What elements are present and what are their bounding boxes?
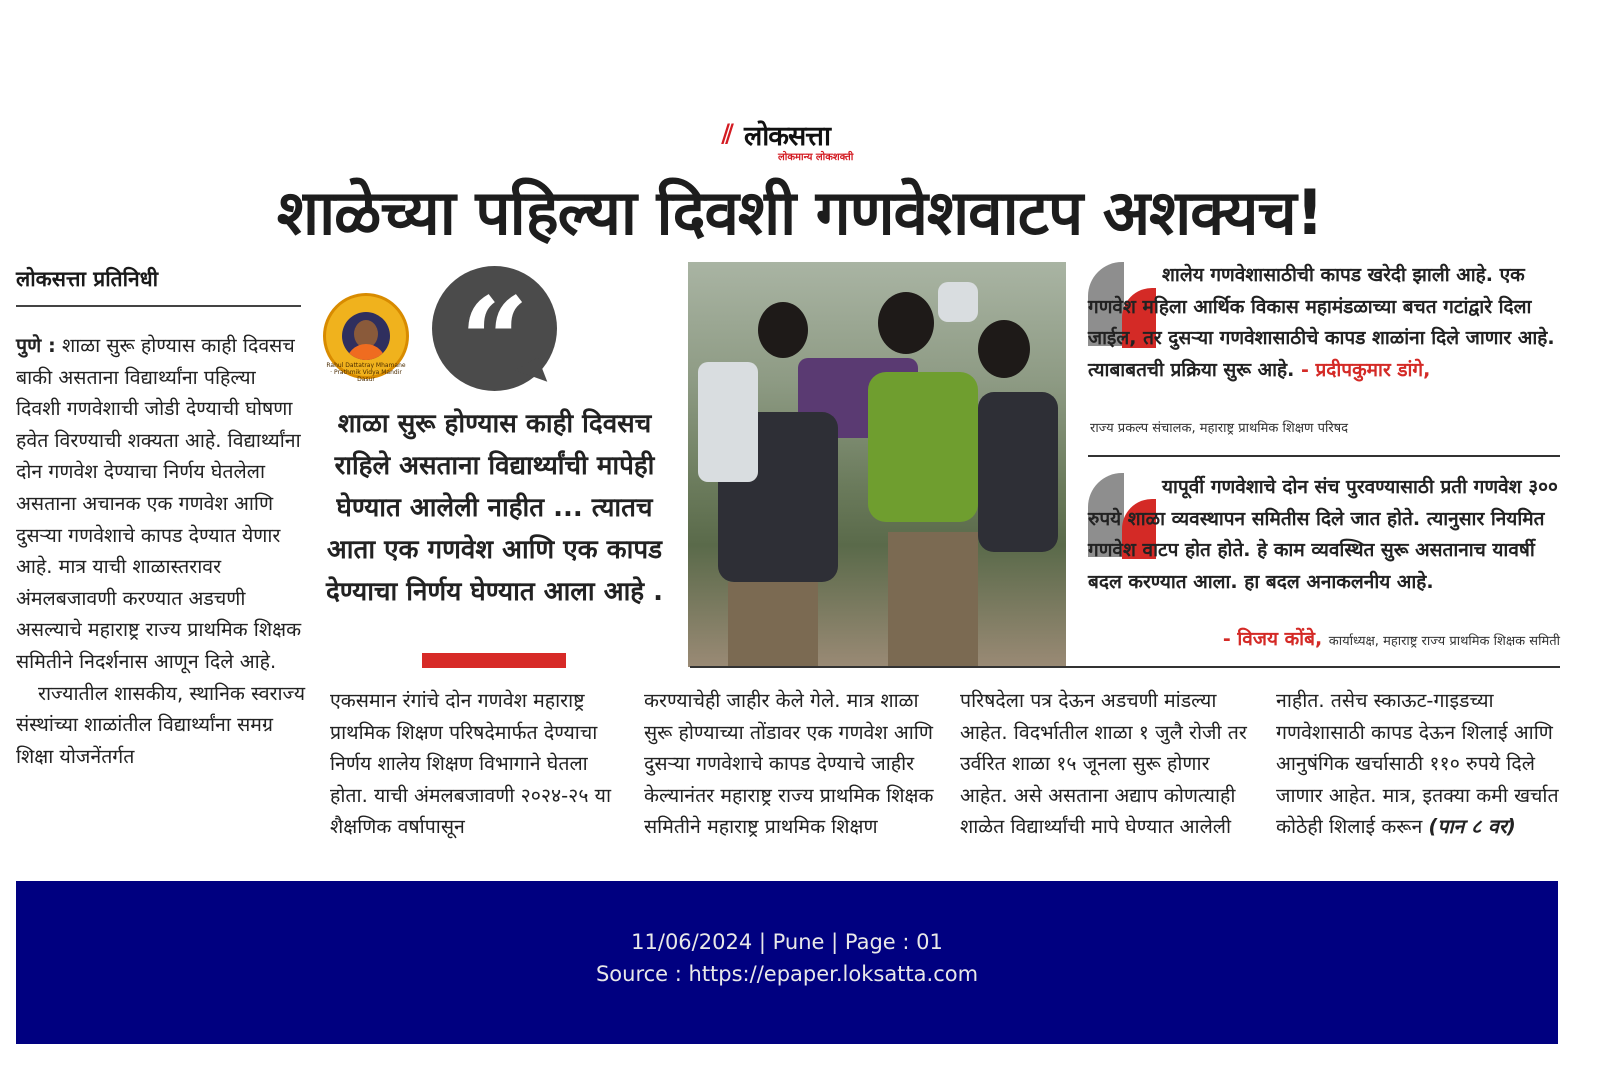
byline-rule [16, 305, 301, 307]
quote-marks-icon: “ [459, 271, 530, 412]
article-column-2: एकसमान रंगांचे दोन गणवेश महाराष्ट्र प्राथमिक शिक्षण परिषदेमार्फत देण्याचा निर्णय शालेय शिक्षण विभागाने घेतला होता. याची अंमलबजावणी २०२४-२५ या शैक्षणिक वर्षापासून [330, 689, 612, 839]
article-column-4: परिषदेला पत्र देऊन अडचणी मांडल्या आहेत. विदर्भातील शाळा १ जुलै रोजी तर उर्वरित शाळा १५ जूनला सुरू होणार आहेत. असे असताना अद्याप कोणत्याही शाळेत विद्यार्थ्यांची मापे घेण्यात आलेली [960, 689, 1247, 839]
logo-slash-icon: ⫽ [722, 120, 734, 150]
dark-backpack [978, 392, 1058, 552]
lead-column [16, 330, 306, 772]
author-stamp-avatar [323, 293, 409, 383]
section-divider [690, 666, 1560, 668]
quote-2-designation: कार्याध्यक्ष, महाराष्ट्र राज्य प्राथमिक शिक्षक समिती [1328, 634, 1560, 649]
green-backpack [868, 372, 978, 522]
footer-date-edition: 11/06/2024 | Pune | Page : 01 [631, 930, 943, 954]
quote-1 [1088, 260, 1560, 386]
student-shirt [698, 362, 758, 482]
continued-on-page-link[interactable]: (पान ८ वर) [1428, 815, 1516, 839]
article-column-5 [1276, 685, 1566, 843]
lead-paragraph-2: राज्यातील शासकीय, स्थानिक स्वराज्य संस्थांच्या शाळांतील विद्यार्थ्यांना समग्र शिक्षा योजनेंतर्गत [16, 681, 306, 768]
quote-1-name: - प्रदीपकुमार डांगे, [1300, 358, 1431, 381]
avatar-photo [342, 312, 390, 360]
footer-source-link[interactable]: Source : https://epaper.loksatta.com [595, 962, 979, 986]
headline: शाळेच्या पहिल्या दिवशी गणवेशवाटप अशक्यच! [276, 176, 1324, 249]
column-5-text: नाहीत. तसेच स्काऊट-गाइडच्या गणवेशासाठी कापड देऊन शिलाई आणि आनुषंगिक खर्चासाठी ११० रुपये दिले जाणार आहेत. मात्र, इतक्या कमी खर्चात कोठेही शिलाई करून [1276, 689, 1559, 839]
avatar-shirt [346, 344, 386, 360]
article-column-3: करण्याचेही जाहीर केले गेले. मात्र शाळा सुरू होण्याच्या तोंडावर एक गणवेश आणि दुसऱ्या गणवेशाचे कापड देण्याचे जाहीर केल्यानंतर महाराष्ट्र राज्य प्राथमिक शिक्षक समितीने महाराष्ट्र प्राथमिक शिक्षण [644, 689, 934, 839]
student-shorts [728, 582, 818, 667]
quote-2-name: - विजय कोंबे, [1222, 628, 1323, 650]
logo-text: लोकसत्ता [744, 121, 830, 152]
stamp-text: Rahul Dattatray Mhamane · Prathmik Vidya Mandir Dasur [326, 362, 406, 383]
student-shorts [888, 532, 978, 667]
student-head [758, 302, 808, 358]
quote-1-designation: राज्य प्रकल्प संचालक, महाराष्ट्र प्राथमिक शिक्षण परिषद [1090, 421, 1349, 436]
dateline-city: पुणे : [16, 334, 56, 357]
students-photo [688, 262, 1066, 667]
student-head [978, 320, 1030, 378]
pull-quote: शाळा सुरू होण्यास काही दिवसच राहिले असताना विद्यार्थ्यांची मापेही घेण्यात आलेली नाहीत ... त्यातच आता एक गणवेश आणि एक कापड देण्याचा निर्णय घेण्यात आला आहे . [325, 409, 664, 607]
lead-paragraph-1 [16, 330, 306, 678]
logo-tagline: लोकमान्य लोकशक्ती [778, 152, 854, 163]
quote-2-text: यापूर्वी गणवेशाचे दोन संच पुरवण्यासाठी प्रती गणवेश ३०० रुपये शाळा व्यवस्थापन समितीस दिले जात होते. त्यानुसार नियमित गणवेश वाटप होत होते. हे काम व्यवस्थित सुरू असतानाच यावर्षी बदल करण्यात आला. हा बदल अनाकलनीय आहे. [1088, 476, 1558, 593]
byline: लोकसत्ता प्रतिनिधी [16, 267, 159, 291]
background-student [938, 282, 978, 322]
pull-quote-accent-bar [422, 653, 566, 668]
lead-text: शाळा सुरू होण्यास काही दिवसच बाकी असताना विद्यार्थ्यांना पहिल्या दिवशी गणवेशाची जोडी देण्याची घोषणा हवेत विरण्याची शक्यता आहे. विद्यार्थ्यांना दोन गणवेश देण्याचा निर्णय घेतलेला असताना अचानक एक गणवेश आणि दुसऱ्या गणवेशाचे कापड देण्यात येणार आहे. मात्र याची शाळास्तरावर अंमलबजावणी करण्यात अडचणी असल्याचे महाराष्ट्र राज्य प्राथमिक शिक्षक समितीने निदर्शनास आणून दिले आहे. [16, 334, 302, 673]
quote-2 [1088, 472, 1560, 598]
quote-2-signature [1088, 624, 1560, 658]
quote-divider [1088, 455, 1560, 457]
quote-1-text: शालेय गणवेशासाठीची कापड खरेदी झाली आहे. एक गणवेश महिला आर्थिक विकास महामंडळाच्या बचत गटांद्वारे दिला जाईल, तर दुसऱ्या गणवेशासाठीचे कापड शाळांना दिले जाणार आहे. त्याबाबतची प्रक्रिया सुरू आहे. [1088, 264, 1555, 381]
masthead-logo [722, 116, 892, 164]
student-head [878, 292, 934, 354]
